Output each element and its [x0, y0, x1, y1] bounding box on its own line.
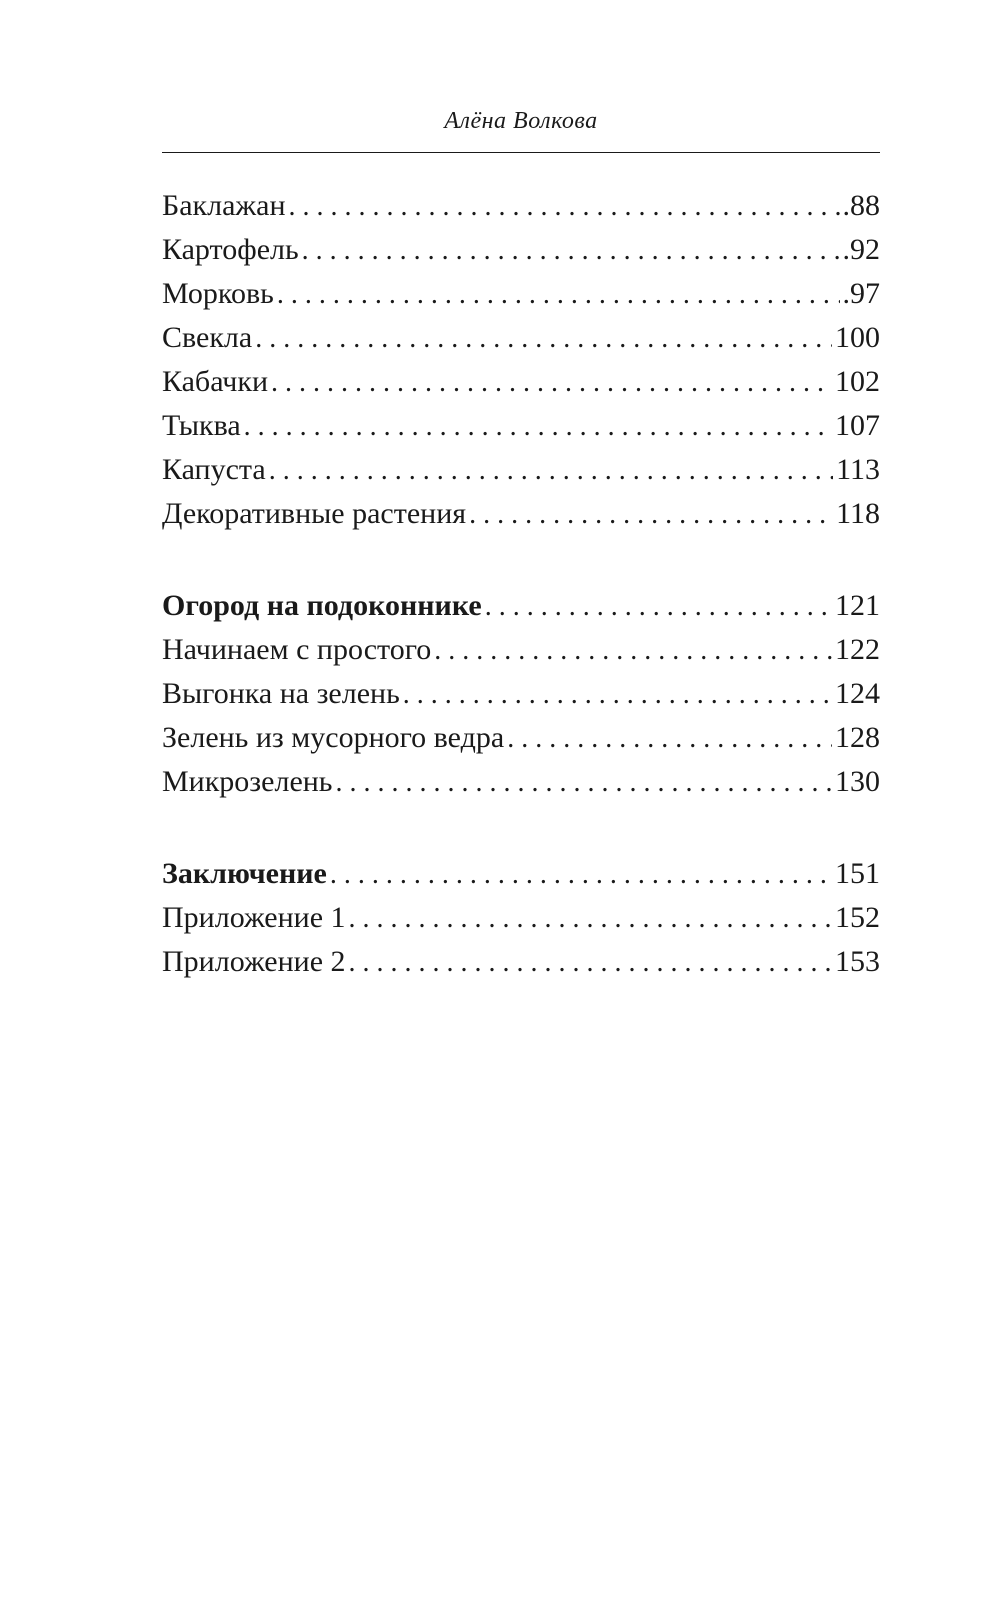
toc-entry-title: Зелень из мусорного ведра	[162, 721, 505, 754]
toc-entry-page: 118	[836, 497, 880, 530]
dot-leader	[336, 761, 833, 805]
toc-entry	[162, 940, 880, 984]
toc-entry-title: Декоративные растения	[162, 497, 467, 530]
toc-entry-title: Баклажан	[162, 189, 286, 222]
toc-entry	[162, 716, 880, 760]
dot-leader	[330, 853, 832, 897]
dot-leader	[349, 897, 832, 941]
toc-entry-page: 152	[835, 901, 880, 934]
toc-entry-title: Начинаем с простого	[162, 633, 432, 666]
toc-group	[162, 584, 880, 804]
dot-leader	[271, 361, 832, 405]
toc-entry-title: Приложение 2	[162, 945, 346, 978]
toc-entry-page: 100	[835, 321, 880, 354]
table-of-contents	[162, 184, 880, 984]
toc-entry-page: 122	[835, 633, 880, 666]
toc-entry	[162, 360, 880, 404]
dot-leader	[255, 317, 832, 361]
toc-entry-title: Заключение	[162, 857, 327, 890]
toc-entry-title: Морковь	[162, 277, 274, 310]
toc-entry	[162, 896, 880, 940]
dot-leader	[269, 449, 833, 493]
toc-entry	[162, 492, 880, 536]
toc-entry-title: Капуста	[162, 453, 266, 486]
toc-entry-page: 151	[835, 857, 880, 890]
dot-leader	[289, 185, 840, 229]
toc-entry	[162, 628, 880, 672]
toc-entry-title: Картофель	[162, 233, 299, 266]
toc-entry-page: 128	[835, 721, 880, 754]
toc-entry-page: 130	[835, 765, 880, 798]
toc-entry-title: Кабачки	[162, 365, 269, 398]
toc-entry-title: Огород на подоконнике	[162, 589, 482, 622]
toc-entry	[162, 228, 880, 272]
toc-entry-page: 153	[835, 945, 880, 978]
toc-entry-page: 107	[835, 409, 880, 442]
running-header-author: Алёна Волкова	[444, 108, 598, 134]
dot-leader	[434, 629, 832, 673]
toc-entry-title: Тыква	[162, 409, 241, 442]
toc-entry-page: .88	[842, 189, 880, 222]
toc-entry-page: .97	[842, 277, 880, 310]
toc-section-heading	[162, 584, 880, 628]
toc-entry-title: Выгонка на зелень	[162, 677, 400, 710]
toc-entry	[162, 316, 880, 360]
toc-entry	[162, 404, 880, 448]
dot-leader	[485, 585, 832, 629]
toc-entry-page: .92	[842, 233, 880, 266]
header-divider	[162, 152, 880, 153]
toc-group	[162, 184, 880, 536]
toc-entry	[162, 672, 880, 716]
toc-entry-page: 113	[836, 453, 880, 486]
toc-entry	[162, 448, 880, 492]
toc-entry	[162, 184, 880, 228]
toc-entry	[162, 760, 880, 804]
dot-leader	[507, 717, 832, 761]
toc-entry-title: Приложение 1	[162, 901, 346, 934]
toc-section-heading	[162, 852, 880, 896]
toc-entry	[162, 272, 880, 316]
dot-leader	[403, 673, 832, 717]
toc-entry-title: Микрозелень	[162, 765, 333, 798]
dot-leader	[469, 493, 833, 537]
dot-leader	[244, 405, 832, 449]
toc-group	[162, 852, 880, 984]
toc-entry-page: 124	[835, 677, 880, 710]
toc-entry-title: Свекла	[162, 321, 253, 354]
dot-leader	[277, 273, 840, 317]
dot-leader	[349, 941, 832, 985]
dot-leader	[302, 229, 840, 273]
toc-entry-page: 102	[835, 365, 880, 398]
toc-entry-page: 121	[835, 589, 880, 622]
